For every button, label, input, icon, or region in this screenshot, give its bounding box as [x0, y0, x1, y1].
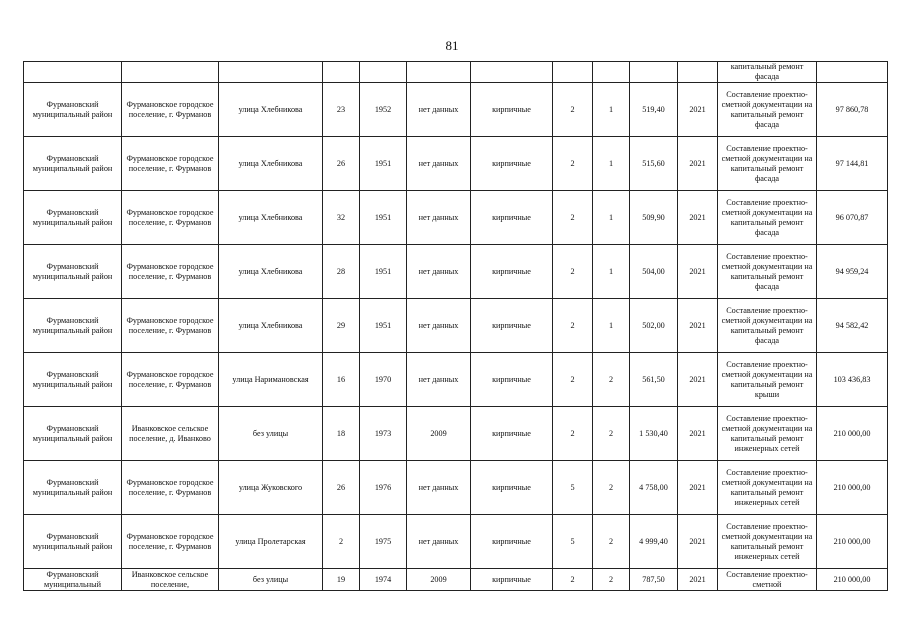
settlement-cell: Фурмановское городское поселение, г. Фурманов — [122, 245, 219, 299]
year-built-cell: 1951 — [360, 299, 407, 353]
wall-material-cell: кирпичные — [471, 515, 553, 569]
entrances-cell: 1 — [593, 299, 630, 353]
house-number-cell: 2 — [323, 515, 360, 569]
district-cell: Фурмановский муниципальный район — [24, 245, 122, 299]
year-renovated-cell: нет данных — [407, 299, 471, 353]
year-renovated-cell: нет данных — [407, 191, 471, 245]
settlement-cell: Фурмановское городское поселение, г. Фурманов — [122, 515, 219, 569]
plan-year-cell: 2021 — [678, 569, 718, 591]
work-description-cell: Составление проектно-сметной документации на капитальный ремонт фасада — [718, 245, 817, 299]
area-cell: 515,60 — [630, 137, 678, 191]
floors-cell: 2 — [553, 137, 593, 191]
cost-cell: 94 959,24 — [817, 245, 888, 299]
work-description-cell: Составление проектно-сметной документации на капитальный ремонт фасада — [718, 299, 817, 353]
cost-cell: 210 000,00 — [817, 569, 888, 591]
work-description-cell: Составление проектно-сметной документации на капитальный ремонт инженерных сетей — [718, 461, 817, 515]
entrances-cell: 1 — [593, 137, 630, 191]
year-built-cell: 1952 — [360, 83, 407, 137]
year-renovated-cell: нет данных — [407, 515, 471, 569]
street-cell: улица Хлебникова — [219, 191, 323, 245]
house-number-cell: 16 — [323, 353, 360, 407]
entrances-cell: 2 — [593, 569, 630, 591]
wall-material-cell: кирпичные — [471, 407, 553, 461]
street-cell: улица Хлебникова — [219, 137, 323, 191]
street-cell: улица Хлебникова — [219, 245, 323, 299]
cost-cell: 96 070,87 — [817, 191, 888, 245]
work-description-cell: Составление проектно-сметной документации на капитальный ремонт инженерных сетей — [718, 407, 817, 461]
work-description-cell: Составление проектно-сметной документации на капитальный ремонт инженерных сетей — [718, 515, 817, 569]
entrances-cell: 2 — [593, 407, 630, 461]
settlement-cell: Фурмановское городское поселение, г. Фурманов — [122, 83, 219, 137]
year-built-cell: 1974 — [360, 569, 407, 591]
wall-material-cell: кирпичные — [471, 461, 553, 515]
settlement-cell: Иванковское сельское поселение, д. Иванково — [122, 407, 219, 461]
area-cell: 502,00 — [630, 299, 678, 353]
cost-cell: 97 860,78 — [817, 83, 888, 137]
year-built-cell: 1951 — [360, 245, 407, 299]
area-cell: 509,90 — [630, 191, 678, 245]
year-renovated-cell: 2009 — [407, 407, 471, 461]
district-cell: Фурмановский муниципальный — [24, 569, 122, 591]
plan-year-cell: 2021 — [678, 353, 718, 407]
wall-material-cell: кирпичные — [471, 353, 553, 407]
table-row — [24, 407, 888, 461]
house-number-cell: 19 — [323, 569, 360, 591]
cost-cell: 210 000,00 — [817, 515, 888, 569]
floors-cell: 2 — [553, 407, 593, 461]
district-cell: Фурмановский муниципальный район — [24, 299, 122, 353]
house-number-cell: 23 — [323, 83, 360, 137]
floors-cell: 2 — [553, 191, 593, 245]
table-row — [24, 245, 888, 299]
district-cell: Фурмановский муниципальный район — [24, 407, 122, 461]
street-cell: без улицы — [219, 569, 323, 591]
house-number-cell: 26 — [323, 461, 360, 515]
table-row — [24, 191, 888, 245]
street-cell: без улицы — [219, 407, 323, 461]
settlement-cell: Иванковское сельское поселение, — [122, 569, 219, 591]
cost-cell: 210 000,00 — [817, 461, 888, 515]
year-renovated-cell: нет данных — [407, 83, 471, 137]
work-description-cell: Составление проектно-сметной — [718, 569, 817, 591]
settlement-cell: Фурмановское городское поселение, г. Фурманов — [122, 299, 219, 353]
year-renovated-cell: нет данных — [407, 461, 471, 515]
plan-year-cell: 2021 — [678, 245, 718, 299]
work-description-cell: капитальный ремонт фасада — [718, 62, 817, 83]
work-description-cell: Составление проектно-сметной документации на капитальный ремонт крыши — [718, 353, 817, 407]
area-cell: 4 758,00 — [630, 461, 678, 515]
entrances-cell: 1 — [593, 245, 630, 299]
capital-repair-register-table — [23, 61, 888, 591]
settlement-cell: Фурмановское городское поселение, г. Фурманов — [122, 461, 219, 515]
plan-year-cell: 2021 — [678, 137, 718, 191]
settlement-cell: Фурмановское городское поселение, г. Фурманов — [122, 353, 219, 407]
wall-material-cell: кирпичные — [471, 137, 553, 191]
table-row — [24, 461, 888, 515]
year-built-cell: 1951 — [360, 137, 407, 191]
area-cell: 519,40 — [630, 83, 678, 137]
plan-year-cell: 2021 — [678, 461, 718, 515]
house-number-cell: 28 — [323, 245, 360, 299]
year-built-cell: 1975 — [360, 515, 407, 569]
floors-cell: 2 — [553, 569, 593, 591]
entrances-cell: 1 — [593, 83, 630, 137]
entrances-cell: 2 — [593, 515, 630, 569]
wall-material-cell: кирпичные — [471, 569, 553, 591]
plan-year-cell: 2021 — [678, 299, 718, 353]
plan-year-cell: 2021 — [678, 407, 718, 461]
floors-cell: 2 — [553, 299, 593, 353]
area-cell: 504,00 — [630, 245, 678, 299]
table-row — [24, 137, 888, 191]
settlement-cell: Фурмановское городское поселение, г. Фурманов — [122, 137, 219, 191]
floors-cell: 2 — [553, 83, 593, 137]
area-cell: 4 999,40 — [630, 515, 678, 569]
district-cell: Фурмановский муниципальный район — [24, 515, 122, 569]
settlement-cell: Фурмановское городское поселение, г. Фурманов — [122, 191, 219, 245]
house-number-cell: 26 — [323, 137, 360, 191]
table-row — [24, 83, 888, 137]
floors-cell: 5 — [553, 515, 593, 569]
floors-cell: 5 — [553, 461, 593, 515]
wall-material-cell: кирпичные — [471, 299, 553, 353]
floors-cell: 2 — [553, 353, 593, 407]
plan-year-cell: 2021 — [678, 83, 718, 137]
wall-material-cell: кирпичные — [471, 245, 553, 299]
work-description-cell: Составление проектно-сметной документации на капитальный ремонт фасада — [718, 83, 817, 137]
year-renovated-cell: нет данных — [407, 245, 471, 299]
district-cell: Фурмановский муниципальный район — [24, 83, 122, 137]
area-cell: 787,50 — [630, 569, 678, 591]
district-cell: Фурмановский муниципальный район — [24, 191, 122, 245]
district-cell: Фурмановский муниципальный район — [24, 137, 122, 191]
year-renovated-cell: 2009 — [407, 569, 471, 591]
page-number: 81 — [445, 38, 459, 53]
street-cell: улица Наримановская — [219, 353, 323, 407]
plan-year-cell: 2021 — [678, 191, 718, 245]
entrances-cell: 2 — [593, 353, 630, 407]
year-built-cell: 1951 — [360, 191, 407, 245]
cost-cell: 103 436,83 — [817, 353, 888, 407]
entrances-cell: 1 — [593, 191, 630, 245]
district-cell: Фурмановский муниципальный район — [24, 461, 122, 515]
cost-cell: 97 144,81 — [817, 137, 888, 191]
year-renovated-cell: нет данных — [407, 353, 471, 407]
house-number-cell: 18 — [323, 407, 360, 461]
floors-cell: 2 — [553, 245, 593, 299]
house-number-cell: 29 — [323, 299, 360, 353]
table-row-partial-bottom — [24, 569, 888, 591]
wall-material-cell: кирпичные — [471, 191, 553, 245]
year-renovated-cell: нет данных — [407, 137, 471, 191]
street-cell: улица Хлебникова — [219, 299, 323, 353]
table-row-partial-top — [24, 62, 888, 83]
table-row — [24, 515, 888, 569]
year-built-cell: 1976 — [360, 461, 407, 515]
plan-year-cell: 2021 — [678, 515, 718, 569]
area-cell: 561,50 — [630, 353, 678, 407]
table-row — [24, 353, 888, 407]
street-cell: улица Пролетарская — [219, 515, 323, 569]
cost-cell: 94 582,42 — [817, 299, 888, 353]
district-cell: Фурмановский муниципальный район — [24, 353, 122, 407]
year-built-cell: 1973 — [360, 407, 407, 461]
cost-cell: 210 000,00 — [817, 407, 888, 461]
entrances-cell: 2 — [593, 461, 630, 515]
work-description-cell: Составление проектно-сметной документации на капитальный ремонт фасада — [718, 191, 817, 245]
work-description-cell: Составление проектно-сметной документации на капитальный ремонт фасада — [718, 137, 817, 191]
street-cell: улица Жуковского — [219, 461, 323, 515]
wall-material-cell: кирпичные — [471, 83, 553, 137]
house-number-cell: 32 — [323, 191, 360, 245]
table-row — [24, 299, 888, 353]
street-cell: улица Хлебникова — [219, 83, 323, 137]
year-built-cell: 1970 — [360, 353, 407, 407]
area-cell: 1 530,40 — [630, 407, 678, 461]
